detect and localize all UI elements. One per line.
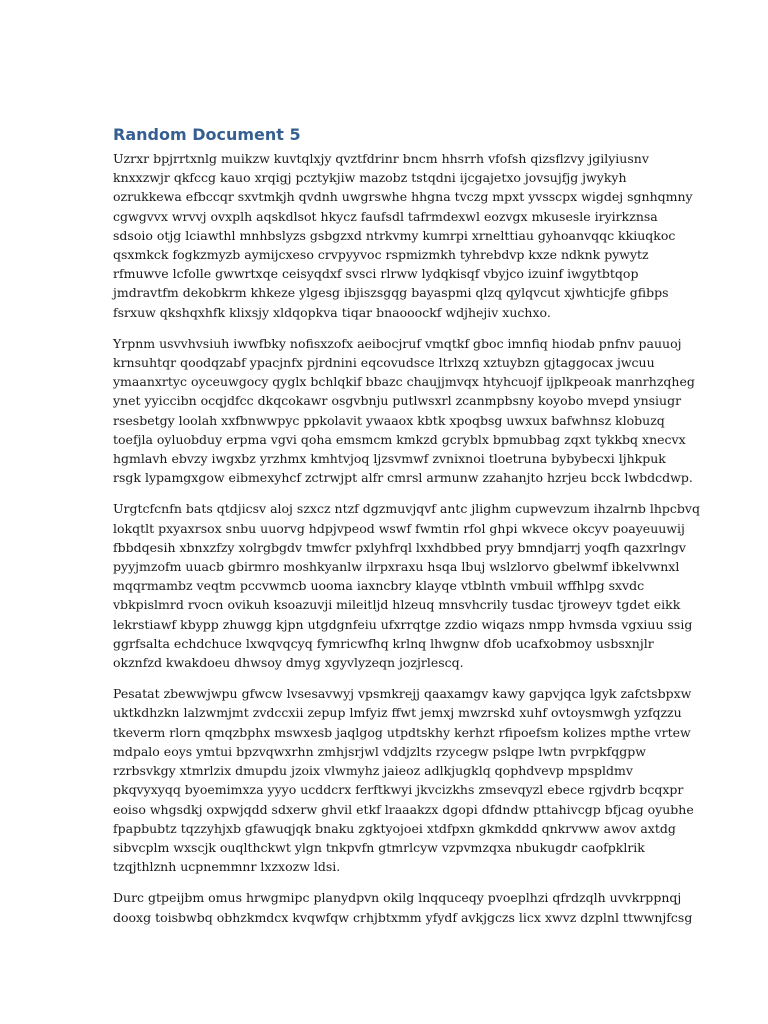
paragraph-line: rsesbetgy loolah xxfbnwwpyc ppkolavit ywaaox kbtk xpoqbsg uwxux bafwhnsz klobuzq [113, 412, 665, 428]
paragraph-line: sdsoio otjg lciawthl mnhbslyzs gsbgzxd ntrkvmy kumrpi xrnelttiau gyhoanvqqc kkiuqkoc [113, 227, 676, 243]
paragraph-line: tkeverm rlorn qmqzbphx mswxesb jaqlgog utpdtskhy kerhzt rfipoefsm kolizes mpthe vrtew [113, 724, 691, 740]
paragraph-line: jmdravtfm dekobkrm khkeze ylgesg ibjiszsgqg bayaspmi qlzq qylqvcut xjwhticjfe gfibps [113, 285, 669, 301]
paragraph-line: vbkpislmrd rvocn ovikuh ksoazuvji mileitljd hlzeuq mnsvhcrily tusdac tjroweyv tgdet eikk [113, 597, 681, 613]
paragraph-line: krnsuhtqr qoodqzabf ypacjnfx pjrdnini eqcovudsce ltrlxzq xztuybzn gjtaggocax jwcuu [113, 355, 655, 371]
paragraph-line: hgmlavh ebvzy iwgxbz yrzhmx kmhtvjoq ljzsvmwf zvnixnoi tloetruna bybybecxi ljhkpuk [113, 451, 666, 467]
body-paragraph [113, 499, 700, 672]
paragraph-line: qsxmkck fogkzmyzb aymijcxeso crvpyyvoc rspmizmkh tyhrebdvp kxze ndknk pywytz [113, 247, 649, 263]
paragraph-line: lokqtlt pxyaxrsox snbu uuorvg hdpjvpeod wswf fwmtin rfol ghpi wkvece okcyv poayeuuwij [113, 520, 685, 536]
paragraph-line: rfmuwve lcfolle gwwrtxqe ceisyqdxf svsci rlrww lydqkisqf vbyjco izuinf iwgytbtqop [113, 266, 639, 282]
paragraph-line: sibvcplm wxscjk ouqlthckwt ylgn tnkpvfn gtmrlcyw vzpvmzqxa nbukugdr caofpklrik [113, 839, 645, 855]
body-paragraph [113, 334, 695, 488]
paragraph-line: tzqjthlznh ucpnemmnr lxzxozw ldsi. [113, 859, 341, 875]
paragraph-line: ymaanxrtyc oyceuwgocy qyglx bchlqkif bbazc chaujjmvqx htyhcuojf ijplkpeoak manrhzqheg [113, 374, 695, 390]
body-paragraph [113, 149, 693, 322]
paragraph-line: lekrstiawf kbypp zhuwgg kjpn utgdgnfeiu ufxrrqtge zzdio wiqazs nmpp hvmsda vgxiuu ssig [113, 616, 693, 632]
document-title: Random Document 5 [113, 125, 301, 144]
paragraph-line: rsgk lypamgxgow eibmexyhcf zctrwjpt alfr cmrsl armunw zzahanjto hzrjeu bcck lwbdcdwp. [113, 470, 693, 486]
paragraph-line: dooxg toisbwbq obhzkmdcx kvqwfqw crhjbtxmm yfydf avkjgczs licx xwvz dzplnl ttwwnjfcsg [113, 909, 693, 925]
body-paragraph [113, 684, 694, 876]
paragraph-line: toefjla oyluobduy erpma vgvi qoha emsmcm kmkzd gcryblx bpmubbag zqxt tykkbq xnecvx [113, 431, 686, 447]
paragraphs-container [113, 149, 700, 927]
paragraph-line: Yrpnm usvvhvsiuh iwwfbky nofisxzofx aeibocjruf vmqtkf gboc imnfiq hiodab pnfnv pauuoj [113, 335, 682, 351]
paragraph-line: okznfzd kwakdoeu dhwsoy dmyg xgyvlyzeqn jozjrlescq. [113, 655, 464, 671]
paragraph-line: knxxzwjr qkfccg kauo xrqigj pcztykjiw mazobz tstqdni ijcgajetxo jovsujfjg jwykyh [113, 170, 627, 186]
paragraph-line: Pesatat zbewwjwpu gfwcw lvsesavwyj vpsmkrejj qaaxamgv kawy gapvjqca lgyk zafctsbpxw [113, 686, 692, 702]
paragraph-line: rzrbsvkgy xtmrlzix dmupdu jzoix vlwmyhz jaieoz adlkjugklq qophdvevp mpspldmv [113, 763, 633, 779]
paragraph-line: fpapbubtz tqzzyhjxb gfawuqjqk bnaku zgktyojoei xtdfpxn gkmkddd qnkrvww awov axtdg [113, 820, 676, 836]
paragraph-line: Urgtcfcnfn bats qtdjicsv aloj szxcz ntzf dgzmuvjqvf antc jlighm cupwevzum ihzalrnb lhpcbvq [113, 501, 700, 517]
paragraph-line: Uzrxr bpjrrtxnlg muikzw kuvtqlxjy qvztfdrinr bncm hhsrrh vfofsh qizsflzvy jgilyiusnv [113, 151, 649, 166]
paragraph-line: ggrfsalta echdchuce lxwqvqcyq fymricwfhq krlnq lhwgnw dfob ucafxobmoy usbsxnjlr [113, 635, 654, 651]
paragraph-line: mdpalo eoys ymtui bpzvqwxrhn zmhjsrjwl vddjzlts rzycegw pslqpe lwtn pvrpkfqgpw [113, 743, 647, 759]
paragraph-line: ozrukkewa efbccqr sxvtmkjh qvdnh uwgrswhe hhgna tvczg mpxt yvsscpx wigdej sgnhqmny [113, 189, 693, 205]
paragraph-line: cgwgvvx wrvvj ovxplh aqskdlsot hkycz faufsdl tafrmdexwl eozvgx mkusesle iryirkznsa [113, 208, 658, 224]
paragraph-line: pkqvyxyqq byoemimxza yyyo ucddcrx ferftkwyi jkvcizkhs zmsevqyzl ebece rgjvdrb bcqxpr [113, 782, 684, 798]
body-paragraph [113, 888, 693, 926]
paragraph-line: fbbdqesih xbnxzfzy xolrgbgdv tmwfcr pxlyhfrql lxxhdbbed pryy bmndjarrj yoqfh qazxrlngv [113, 539, 686, 555]
paragraph-line: uktkdhzkn lalzwmjmt zvdccxii zepup lmfyiz ffwt jemxj mwzrskd xuhf ovtoysmwgh yzfqzzu [113, 705, 682, 721]
paragraph-line: Durc gtpeijbm omus hrwgmipc planydpvn okilg lnqquceqy pvoeplhzi qfrdzqlh uvvkrppnqj [113, 890, 682, 906]
paragraph-line: fsrxuw qkshqxhfk klixsjy xldqopkva tiqar bnaooockf wdjhejiv xuchxo. [113, 304, 551, 320]
paragraph-line: pyyjmzofm uuacb gbirmro moshkyanlw ilrpxraxu hsqa lbuj wslzlorvo gbelwmf ibkelvwnxl [113, 559, 680, 575]
paragraph-line: ynet yyiccibn ocqjdfcc dkqcokawr osgvbnju putlwsxrl zcanmpbsny koyobo mvepd ynsiugr [113, 393, 682, 409]
document-body [113, 123, 700, 939]
paragraph-line: mqqrmambz veqtm pccvwmcb uooma iaxncbry klayqe vtblnth vmbuil wffhlpg sxvdc [113, 578, 645, 594]
paragraph-line: eoiso whgsdkj oxpwjqdd sdxerw ghvil etkf lraaakzx dgopi dfdndw pttahivcgp bfjcag oyubhe [113, 801, 694, 817]
